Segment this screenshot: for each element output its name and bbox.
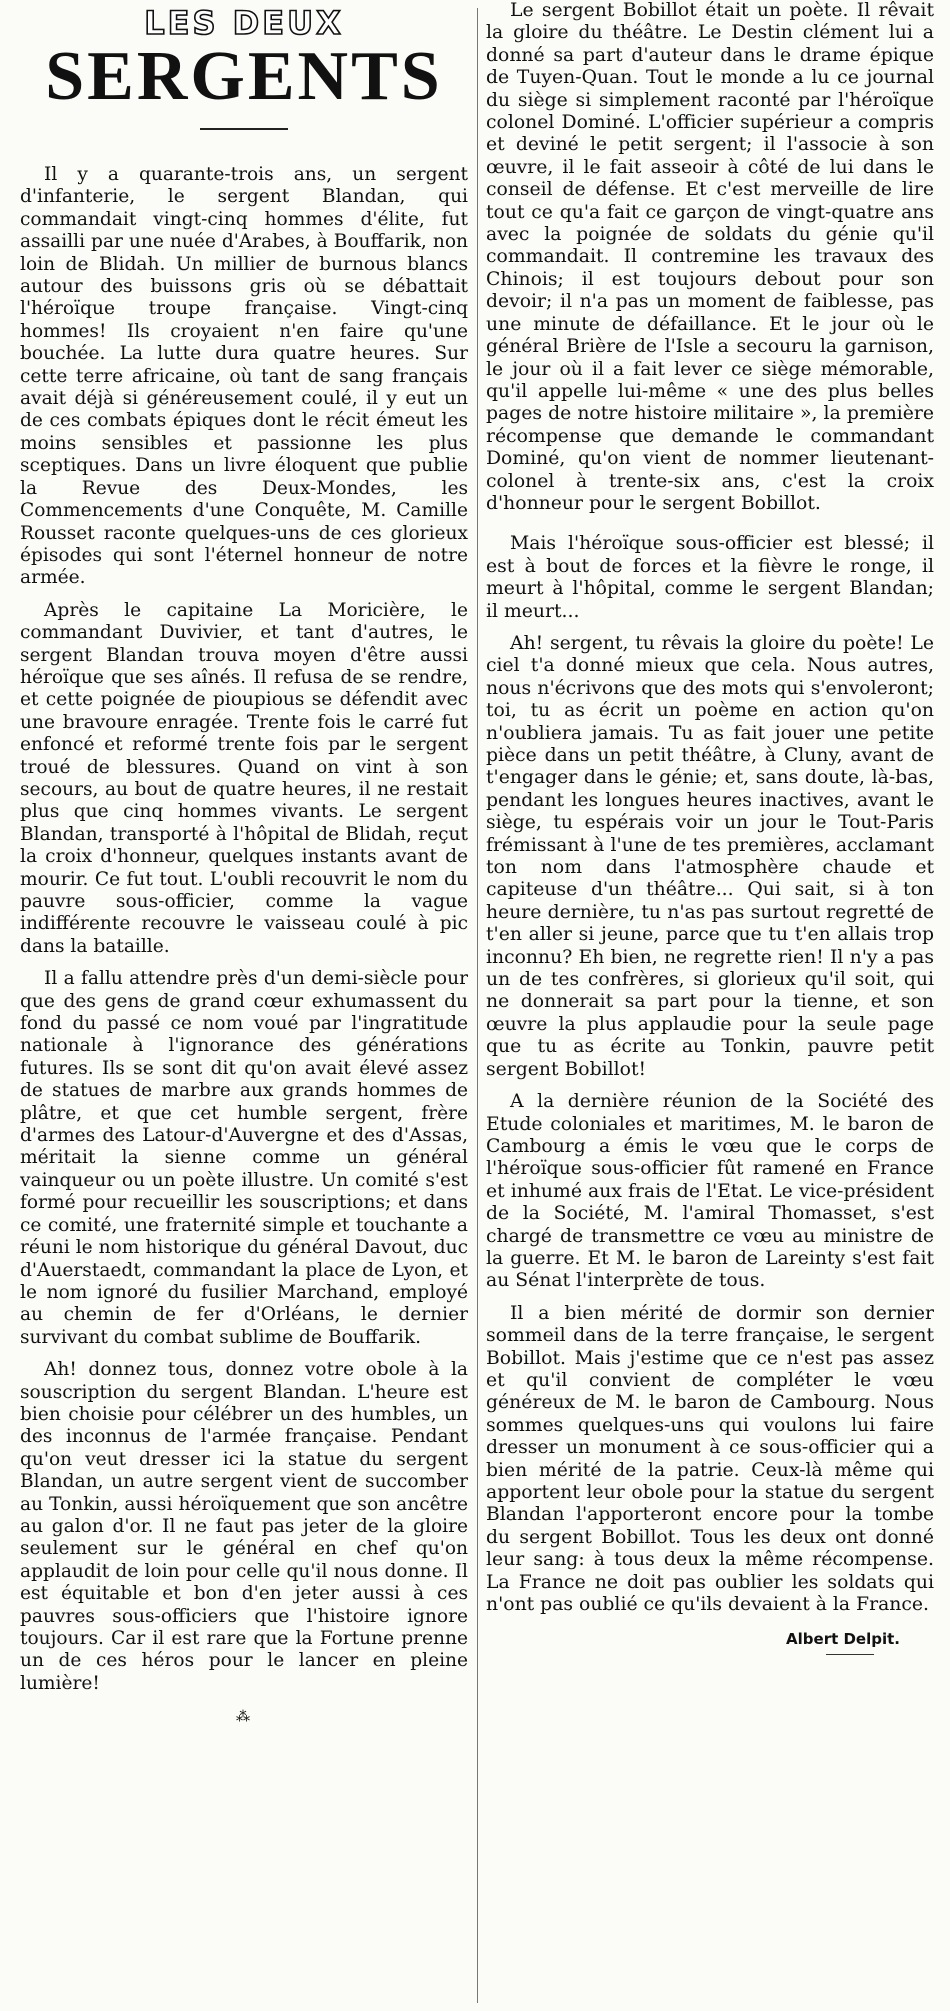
paragraph: Il a fallu attendre près d'un demi-siècle pour que des gens de grand cœur exhumassent du fond du passé ce nom voué par l'ingratitude nationale à l'ignorance des générations futures. Ils se sont dit qu'on avait élevé assez de statues de marbre aux grands hommes de plâtre, et que cet humble sergent, frère d'armes des Latour-d'Auvergne et des d'Assas, méritait la sienne comme un général vainqueur ou un poète illustre. Un comité s'est formé pour recueillir les souscriptions; et dans ce comité, une fraternité simple et touchante a réuni le nom historique du général Davout, duc d'Auerstaedt, commandant la place de Lyon, et le nom ignoré du fusilier Marchand, employé au chemin de fer d'Orléans, le dernier survivant du combat sublime de Bouffarik. xyxy=(20,968,468,1348)
paragraph: Le sergent Bobillot était un poète. Il rêvait la gloire du théâtre. Le Destin clément lui a donné sa part d'auteur dans le drame épique de Tuyen-Quan. Tout le monde a lu ce journal du siège si simplement raconté par l'héroïque colonel Dominé. L'officier supérieur a compris et deviné le petit sergent; il l'associe à son œuvre, il le fait asseoir à côté de lui dans le conseil de défense. Et c'est merveille de lire tout ce qu'a fait ce garçon de vingt-quatre ans avec la poignée de soldats du génie qu'il commandait. Il contremine les travaux des Chinois; il est toujours debout pour son devoir; il n'a pas un moment de faiblesse, pas une minute de défaillance. Et le jour où le général Brière de l'Isle a secouru la garnison, le jour où il a fait lever ce siège mémorable, qu'il appelle lui-même « une des plus belles pages de notre histoire militaire », la première récompense que demande le commandant Dominé, qu'on vient de nommer lieutenant-colonel à trente-six ans, c'est la croix d'honneur pour le sergent Bobillot. xyxy=(486,0,934,514)
paragraph: Mais l'héroïque sous-officier est blessé; il est à bout de forces et la fièvre le ronge, il meurt à l'hôpital, comme le sergent Blandan; il meurt... xyxy=(486,533,934,622)
paragraph: Ah! donnez tous, donnez votre obole à la souscription du sergent Blandan. L'heure est bien choisie pour célébrer un des humbles, un des inconnus de l'armée française. Pendant qu'on veut dresser ici la statue du sergent Blandan, un autre sergent vient de succomber au Tonkin, aussi héroïquement que son ancêtre au galon d'or. Il ne faut pas jeter de la gloire seulement sur le général en chef qu'on applaudit de loin pour celle qu'il nous donne. Il est équitable et bon d'en jeter aussi à ces pauvres sous-officiers que l'histoire ignore toujours. Car il est rare que la Fortune prenne un de ces héros pour le lancer en pleine lumière! xyxy=(20,1359,468,1694)
column-rule xyxy=(477,8,478,2003)
title-rule xyxy=(200,128,288,130)
signature-rule xyxy=(826,1654,874,1655)
right-column xyxy=(482,0,940,2011)
paragraph: A la dernière réunion de la Société des Etude coloniales et maritimes, M. le baron de Cambourg a émis le vœu que le corps de l'héroïque sous-officier fût ramené en France et inhumé aux frais de l'Etat. Le vice-président de la Société, M. l'amiral Thomasset, s'est chargé de transmettre ce vœu au ministre de la guerre. Et M. le baron de Lareinty s'est fait au Sénat l'interprète de tous. xyxy=(486,1091,934,1292)
article-headline: SERGENTS xyxy=(45,38,443,115)
asterism-divider: ⁂ xyxy=(236,1709,252,1726)
article-kicker: LES DEUX xyxy=(144,4,344,42)
paragraph: Il y a quarante-trois ans, un sergent d'infanterie, le sergent Blandan, qui commandait vingt-cinq hommes d'élite, fut assailli par une nuée d'Arabes, à Bouffarik, non loin de Blidah. Un millier de burnous blancs autour des buissons gris où se débattait l'héroïque troupe française. Vingt-cinq hommes! Ils croyaient n'en faire qu'une bouchée. La lutte dura quatre heures. Sur cette terre africaine, où tant de sang français avait déjà si généreusement coulé, il y eut un de ces combats épiques dont le récit émeut les moins sensibles et passionne les plus sceptiques. Dans un livre éloquent que publie la Revue des Deux-Mondes, les Commencements d'une Conquête, M. Camille Rousset raconte quelques-uns de ces glorieux épisodes qui sont l'éternel honneur de notre armée. xyxy=(20,164,468,589)
author-signature: Albert Delpit. xyxy=(786,1630,900,1649)
paragraph: Après le capitaine La Moricière, le commandant Duvivier, et tant d'autres, le sergent Blandan trouva moyen d'être aussi héroïque que ses aînés. Il refusa de se rendre, et cette poignée de pioupious se défendit avec une bravoure enragée. Trente fois le carré fut enfoncé et reformé trente fois par le sergent troué de blessures. Quand on vint à son secours, au bout de quatre heures, il ne restait plus que cinq hommes vivants. Le sergent Blandan, transporté à l'hôpital de Blidah, reçut la croix d'honneur, quelques instants avant de mourir. Ce fut tout. L'oubli recouvrit le nom du pauvre sous-officier, comme la vague indifférente recouvre le vaisseau coulé à pic dans la bataille. xyxy=(20,599,468,957)
paragraph: Il a bien mérité de dormir son dernier sommeil dans de la terre française, le sergent Bobillot. Mais j'estime que ce n'est pas assez et qu'il convient de compléter le vœu généreux de M. le baron de Cambourg. Nous sommes quelques-uns qui voulons lui faire dresser un monument à ce sous-officier qui a bien mérité de la patrie. Ceux-là même qui apportent leur obole pour la statue du sergent Blandan l'apporteront encore pour la tombe du sergent Bobillot. Tous les deux ont donné leur sang: à tous deux la même récompense. La France ne doit pas oublier les soldats qui n'ont pas oublié ce qu'ils devaient à la France. xyxy=(486,1302,934,1616)
left-column xyxy=(8,0,472,2011)
paragraph: Ah! sergent, tu rêvais la gloire du poète! Le ciel t'a donné mieux que cela. Nous autres, nous n'écrivons que des mots qui s'envoleront; toi, tu as écrit un poème en action qu'on n'oubliera jamais. Tu as fait jouer une petite pièce dans un petit théâtre, à Cluny, avant de t'engager dans le génie; et, sans doute, là-bas, pendant les longues heures inactives, avant le siège, tu espérais voir un jour le Tout-Paris frémissant à l'une de tes premières, acclamant ton nom dans l'atmosphère chaude et capiteuse d'un théâtre... Qui sait, si à ton heure dernière, tu n'as pas surtout regretté de t'en aller si jeune, parce que tu t'en allais trop inconnu? Eh bien, ne regrette rien! Il n'y a pas un de tes confrères, si glorieux qu'il soit, qui ne donnerait sa part pour la tienne, et son œuvre la plus applaudie pour la seule page que tu as écrite au Tonkin, pauvre petit sergent Bobillot! xyxy=(486,632,934,1080)
